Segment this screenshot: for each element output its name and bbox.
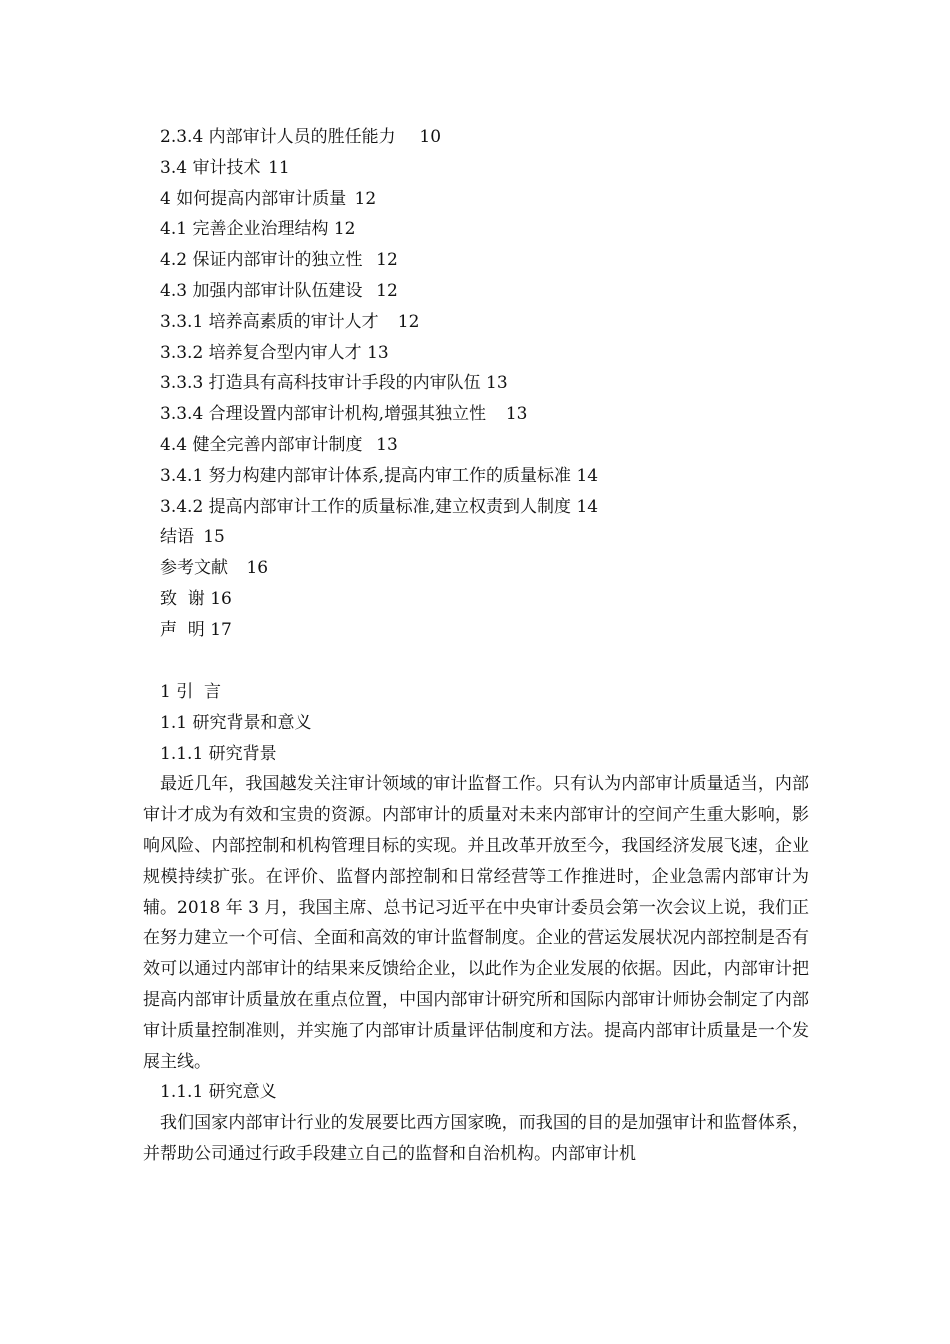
section-heading-research-significance: 1.1.1 研究意义 (160, 1082, 277, 1103)
toc-entry[interactable]: 致 谢 16 (160, 588, 232, 609)
toc-entry[interactable]: 结语 15 (160, 527, 225, 548)
paragraph-research-significance: 我们国家内部审计行业的发展要比西方国家晚，而我国的目的是加强审计和监督体系，并帮助公司通过行政手段建立自己的监督和自治机构。内部审计机 (143, 1113, 809, 1164)
toc-entry[interactable]: 4 如何提高内部审计质量 12 (160, 188, 377, 209)
toc-entry[interactable]: 4.4 健全完善内部审计制度 13 (160, 434, 398, 455)
toc-entry[interactable]: 3.3.1 培养高素质的审计人才 12 (160, 311, 420, 332)
toc-entry[interactable]: 3.4 审计技术 11 (160, 157, 290, 178)
toc-entry[interactable]: 4.3 加强内部审计队伍建设 12 (160, 280, 398, 301)
section-heading-introduction: 1 引 言 (160, 682, 222, 702)
table-of-contents (160, 122, 820, 646)
toc-entry[interactable]: 声 明 17 (160, 619, 232, 640)
document-body (143, 677, 809, 1170)
section-heading-background-significance: 1.1 研究背景和意义 (160, 712, 312, 733)
toc-entry[interactable]: 4.2 保证内部审计的独立性 12 (160, 250, 398, 271)
paragraph-research-background: 最近几年，我国越发关注审计领域的审计监督工作。只有认为内部审计质量适当，内部审计才成为有效和宝贵的资源。内部审计的质量对未来内部审计的空间产生重大影响，影响风险、内部控制和机构管理目标的实现。并且改革开放至今，我国经济发展飞速，企业规模持续扩张。在评价、监督内部控制和日常经营等工作推进时，企业急需内部审计为辅。2018 年 3 月，我国主席、总书记习近平在中央审计委员会第一次会议上说，我们正在努力建立一个可信、全面和高效的审计监督制度。企业的营运发展状况内部控制是否有效可以通过内部审计的结果来反馈给企业，以此作为企业发展的依据。因此，内部审计把提高内部审计质量放在重点位置，中国内部审计研究所和国际内部审计师协会制定了内部审计质量控制准则，并实施了内部审计质量评估制度和方法。提高内部审计质量是一个发展主线。 (143, 774, 809, 1072)
toc-entry[interactable]: 3.3.3 打造具有高科技审计手段的内审队伍 13 (160, 373, 508, 394)
section-heading-research-background: 1.1.1 研究背景 (160, 743, 277, 764)
toc-entry[interactable]: 3.4.2 提高内部审计工作的质量标准,建立权责到人制度 14 (160, 496, 599, 517)
toc-entry[interactable]: 参考文献 16 (160, 558, 269, 579)
toc-entry[interactable]: 3.3.2 培养复合型内审人才 13 (160, 342, 389, 363)
toc-entry[interactable]: 4.1 完善企业治理结构 12 (160, 219, 356, 240)
toc-entry[interactable]: 3.3.4 合理设置内部审计机构,增强其独立性 13 (160, 404, 528, 425)
toc-entry[interactable]: 2.3.4 内部审计人员的胜任能力 10 (160, 127, 442, 147)
toc-entry[interactable]: 3.4.1 努力构建内部审计体系,提高内审工作的质量标准 14 (160, 465, 599, 486)
